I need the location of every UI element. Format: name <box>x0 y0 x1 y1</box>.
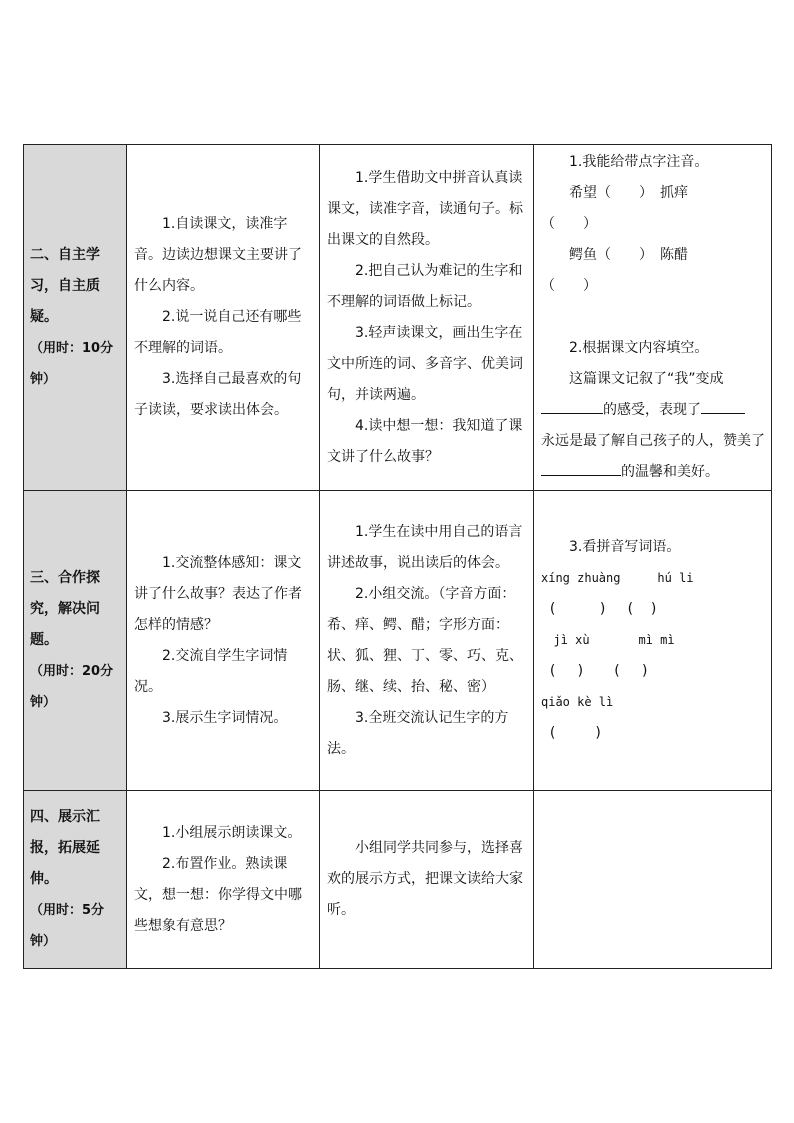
exercise-question: 1.我能给带点字注音。 <box>569 154 709 170</box>
table-row <box>24 491 772 791</box>
pinyin-word: qiǎo kè lì <box>541 695 614 709</box>
exercise-line: 鳄鱼（ ） 陈醋 <box>569 247 688 263</box>
teacher-activity-cell <box>127 145 320 491</box>
stage-time: （用时：5分钟） <box>30 903 105 949</box>
teacher-step: 2.说一说自己还有哪些不理解的词语。 <box>134 309 302 356</box>
teacher-activity-cell <box>127 791 320 969</box>
stage-title: 三、合作探究，解决问题。 <box>30 570 100 648</box>
exercise-fill-line <box>541 457 765 488</box>
table-row <box>24 791 772 969</box>
lesson-plan-table <box>23 144 772 969</box>
student-activity-cell <box>320 145 534 491</box>
exercise-fill-text: 永远是最了解自己孩子的人，赞美了 <box>541 433 765 449</box>
spacer <box>541 302 765 333</box>
teacher-step: 3.展示生字词情况。 <box>162 709 288 726</box>
exercise-cell <box>534 491 772 791</box>
stage-time: （用时：10分钟） <box>30 341 114 387</box>
student-activity-cell <box>320 491 534 791</box>
stage-cell <box>24 791 127 969</box>
pinyin-line <box>541 563 765 594</box>
student-step: 小组同学共同参与，选择喜欢的展示方式，把课文读给大家听。 <box>327 840 523 918</box>
student-step: 4.读中想一想：我知道了课文讲了什么故事？ <box>327 417 523 465</box>
answer-blanks: ( ) ( ) <box>541 663 648 679</box>
teacher-step: 3.选择自己最喜欢的句子读读，要求读出体会。 <box>134 371 302 418</box>
pinyin-line <box>541 625 765 656</box>
exercise-fill-line <box>541 395 765 426</box>
teacher-step: 1.自读课文，读准字音。边读边想课文主要讲了什么内容。 <box>134 216 302 294</box>
pinyin-word: xíng zhuàng <box>541 571 621 585</box>
stage-title: 四、展示汇报，拓展延伸。 <box>30 809 100 887</box>
pinyin-word: hú li <box>657 571 694 585</box>
teacher-activity-cell <box>127 491 320 791</box>
stage-time: （用时：20分钟） <box>30 664 114 710</box>
stage-cell <box>24 491 127 791</box>
exercise-line: （ ） <box>541 278 597 294</box>
teacher-step: 1.交流整体感知：课文讲了什么故事？表达了作者怎样的情感？ <box>134 554 302 633</box>
student-step: 1.学生借助文中拼音认真读课文，读准字音，读通句子。标出课文的自然段。 <box>327 169 523 248</box>
student-step: 2.小组交流。（字音方面：希、痒、鳄、醋；字形方面：状、狐、狸、丁、零、巧、克、肠、继、续、抬、秘、密） <box>327 585 523 695</box>
pinyin-line <box>541 687 765 718</box>
student-activity-cell <box>320 791 534 969</box>
pinyin-word: jì xù <box>553 633 590 647</box>
fill-text: 的温馨和美好。 <box>621 464 719 480</box>
stage-title: 二、自主学习，自主质疑。 <box>30 247 100 325</box>
teacher-step: 2.布置作业。熟读课文，想一想：你学得文中哪些想象有意思？ <box>134 855 302 934</box>
exercise-line: （ ） <box>541 216 597 232</box>
answer-blanks: ( ) <box>541 725 601 741</box>
student-step: 2.把自己认为难记的生字和不理解的词语做上标记。 <box>327 262 523 310</box>
teacher-step: 1.小组展示朗读课文。 <box>162 824 302 841</box>
student-step: 1.学生在读中用自己的语言讲述故事，说出读后的体会。 <box>327 523 523 571</box>
fill-blank[interactable] <box>541 457 621 476</box>
fill-blank[interactable] <box>541 395 603 414</box>
exercise-line: 希望（ ） 抓痒 <box>569 185 688 201</box>
pinyin-word: mì mì <box>638 633 675 647</box>
exercise-question: 3.看拼音写词语。 <box>569 539 681 555</box>
exercise-question: 2.根据课文内容填空。 <box>569 340 709 356</box>
fill-blank[interactable] <box>701 395 745 414</box>
student-step: 3.轻声读课文，画出生字在文中所连的词、多音字、优美词句，并读两遍。 <box>327 324 523 403</box>
exercise-cell-empty <box>534 791 772 969</box>
exercise-fill-text: 这篇课文记叙了“我”变成 <box>569 371 724 387</box>
answer-blanks: ( ) ( ) <box>541 601 657 617</box>
stage-cell <box>24 145 127 491</box>
fill-text: 的感受，表现了 <box>603 402 701 418</box>
student-step: 3.全班交流认记生字的方法。 <box>327 709 509 757</box>
exercise-cell <box>534 145 772 491</box>
teacher-step: 2.交流自学生字词情况。 <box>134 647 288 695</box>
table-row <box>24 145 772 491</box>
